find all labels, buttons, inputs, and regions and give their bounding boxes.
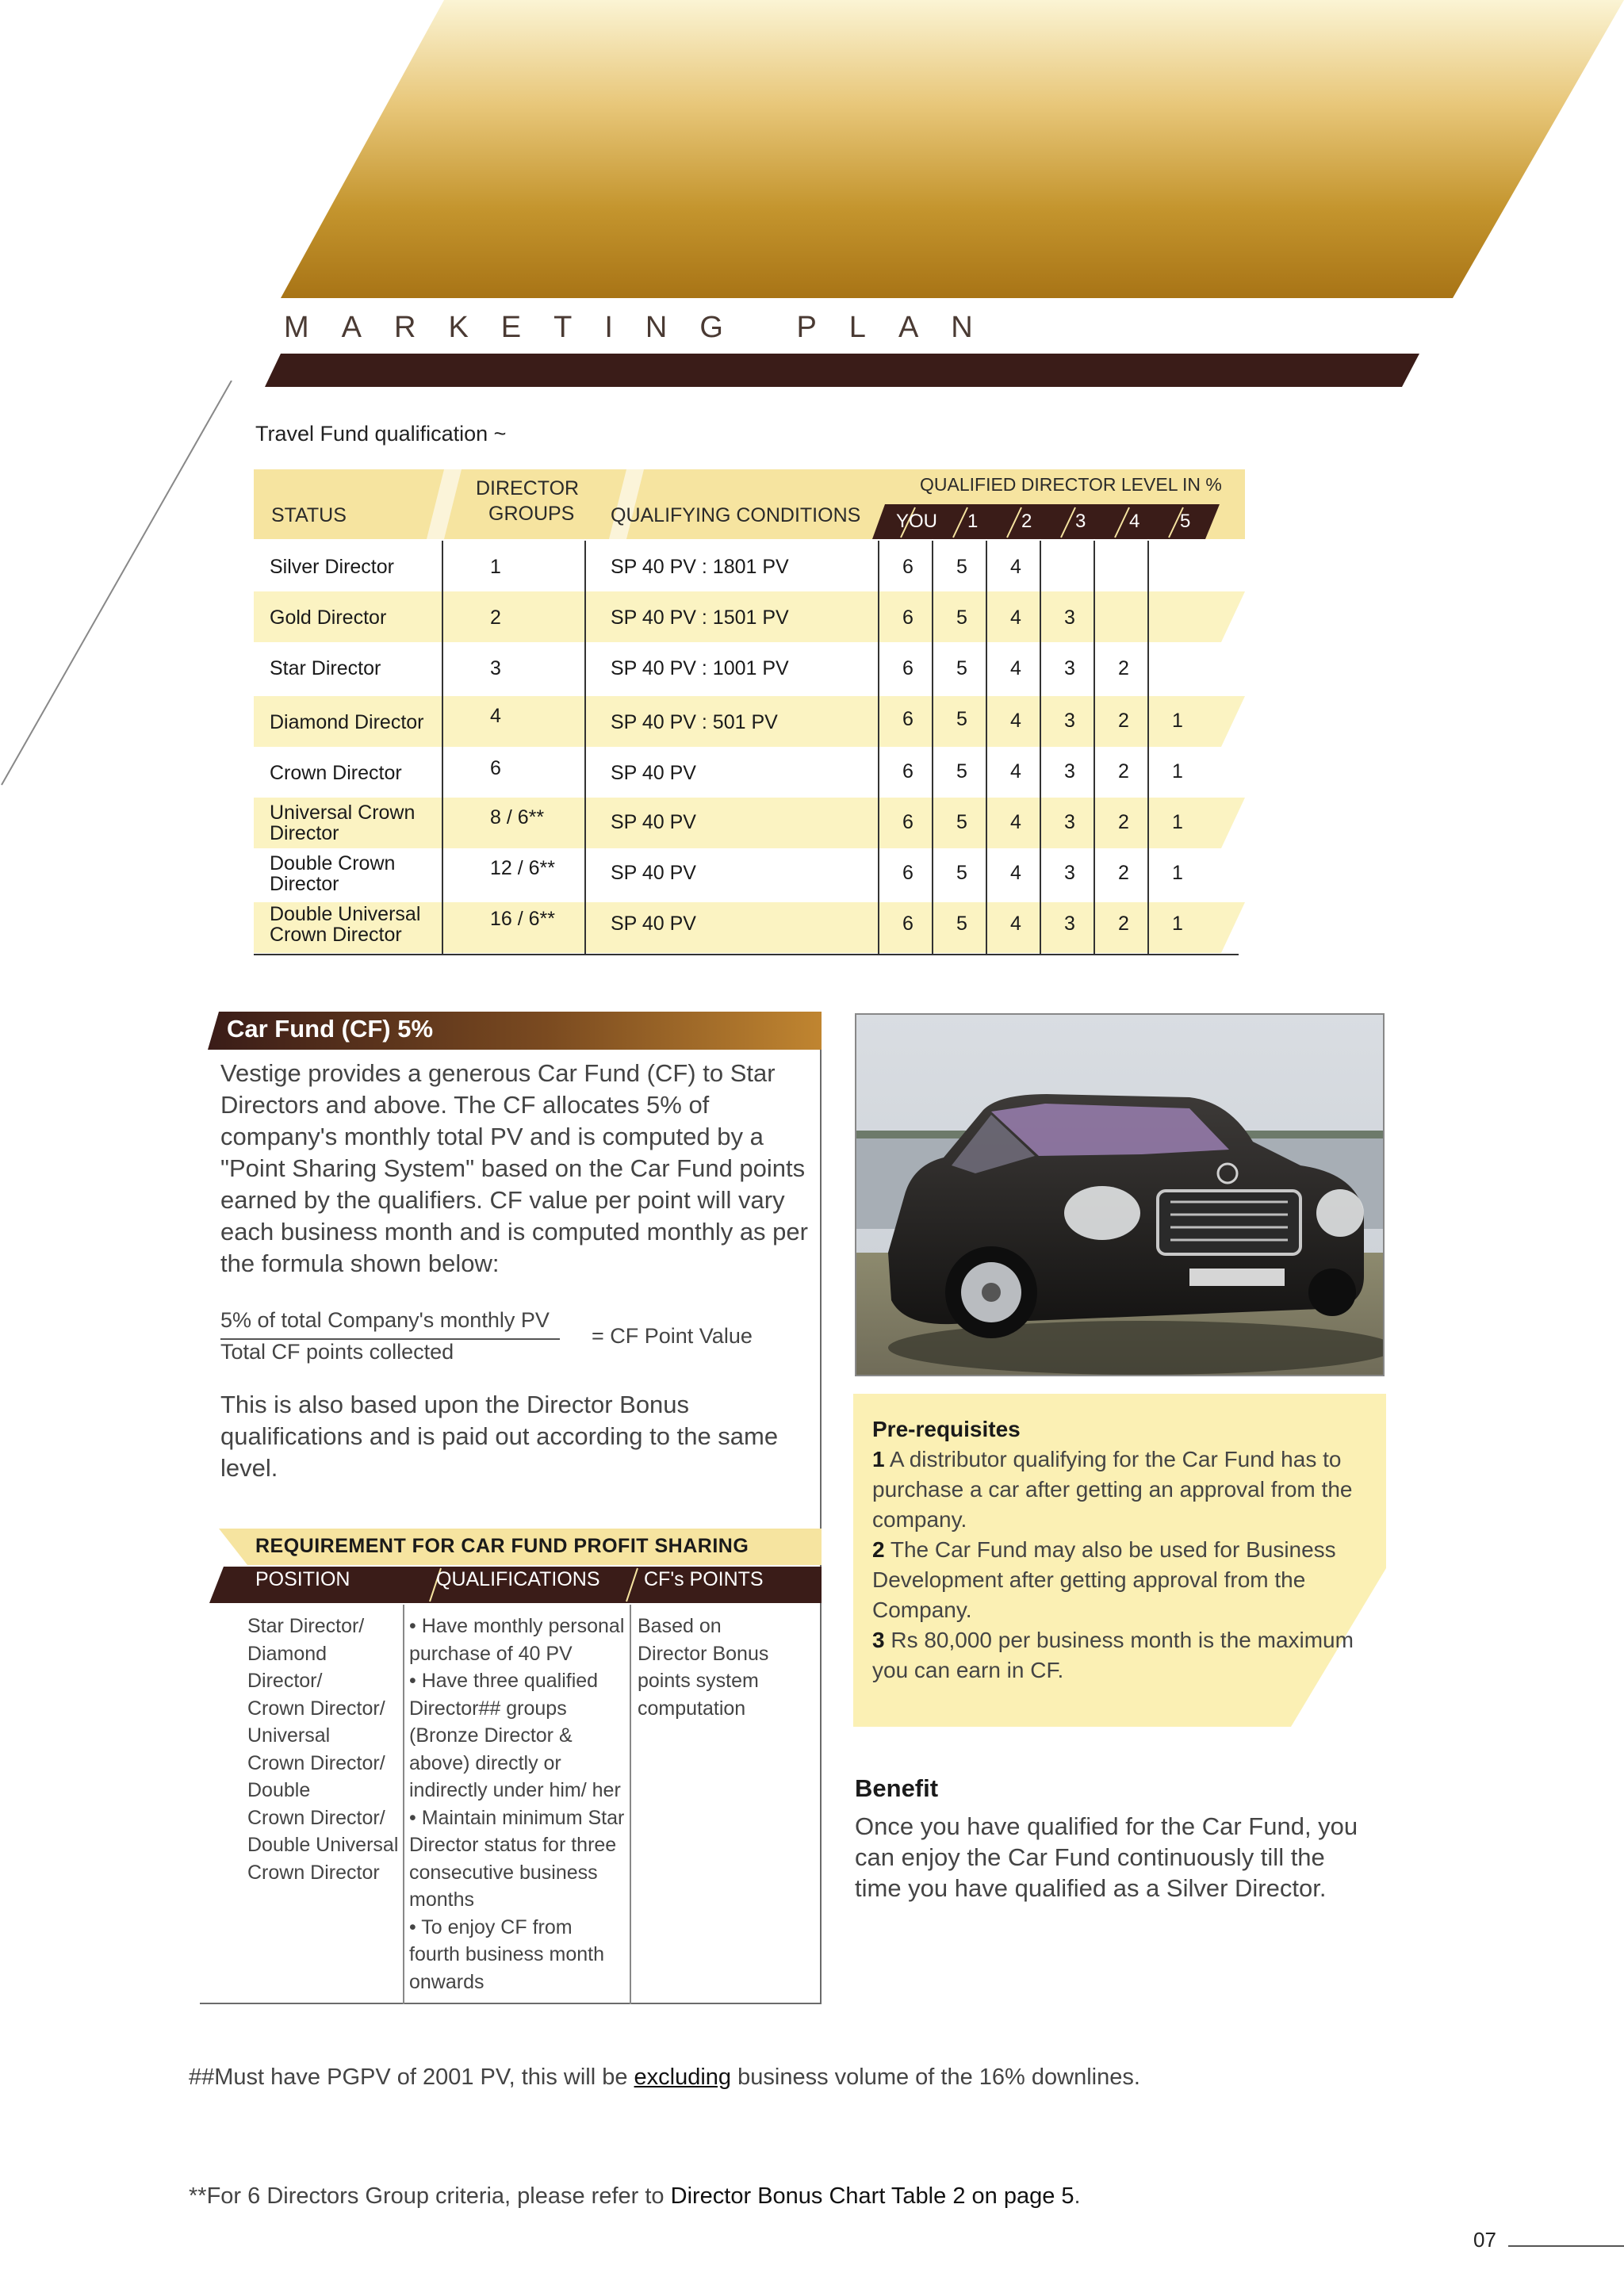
- decorative-diagonal-line: [0, 381, 238, 793]
- row-level-you: 6: [902, 607, 914, 629]
- table-row: [254, 901, 1245, 951]
- page-number-rule: [1508, 2245, 1624, 2247]
- req-position-line: Diamond: [247, 1642, 327, 1665]
- car-fund-title: Car Fund (CF) 5%: [227, 1015, 434, 1043]
- row-level-3: 3: [1064, 710, 1075, 732]
- req-qualification-line: • Maintain minimum Star: [409, 1806, 625, 1829]
- row-status-line2: Director: [270, 822, 339, 844]
- req-position-line: Universal: [247, 1724, 331, 1747]
- col-header-conditions: QUALIFYING CONDITIONS: [611, 504, 861, 526]
- row-level-1: 5: [956, 607, 967, 629]
- req-qualification-line: (Bronze Director &: [409, 1724, 573, 1747]
- prerequisite-item: [872, 1625, 1364, 1686]
- row-groups: 6: [490, 757, 501, 779]
- req-points-line: Based on: [638, 1615, 722, 1637]
- prerequisite-text: Rs 80,000 per business month is the maximum you can earn in CF.: [872, 1628, 1354, 1682]
- table-row: [254, 596, 1245, 647]
- travel-fund-caption: Travel Fund qualification ~: [255, 422, 507, 446]
- row-status: Crown Director: [270, 762, 402, 784]
- footnote-reference: Director Bonus Chart Table 2 on page 5: [670, 2183, 1074, 2209]
- row-level-4: 2: [1118, 760, 1129, 783]
- row-level-5: 1: [1172, 710, 1183, 732]
- req-header-position: POSITION: [255, 1568, 350, 1590]
- formula-result: = CF Point Value: [592, 1324, 753, 1348]
- car-fund-description: Vestige provides a generous Car Fund (CF) to Star Directors and above. The CF allocates 5% of company's monthly total PV and is computed by a "Point Sharing System" based on the Car Fund points earned by the qualifiers. CF value per point will vary each business month and is computed monthly as per the formula shown below:: [220, 1059, 808, 1277]
- req-points-line: points system: [638, 1670, 759, 1692]
- prerequisite-number: 1: [872, 1447, 885, 1471]
- row-status: Double Crown: [270, 852, 396, 874]
- req-qualifications-column: [409, 1613, 624, 1996]
- row-condition: SP 40 PV : 1001 PV: [611, 657, 789, 679]
- row-level-3: 3: [1064, 811, 1075, 833]
- req-position-line: Crown Director/: [247, 1806, 385, 1829]
- row-level-1: 5: [956, 556, 967, 578]
- benefit-title: Benefit: [855, 1774, 939, 1802]
- req-qualification-line: months: [409, 1888, 474, 1911]
- req-header-qualifications: QUALIFICATIONS: [436, 1568, 600, 1590]
- footnote-emphasis: excluding: [634, 2064, 732, 2090]
- row-level-2: 4: [1010, 811, 1021, 833]
- row-groups: 2: [490, 607, 501, 629]
- row-level-4: 2: [1118, 862, 1129, 884]
- req-header-points: CF's POINTS: [644, 1568, 764, 1590]
- row-level-1: 5: [956, 708, 967, 730]
- row-groups: 3: [490, 657, 501, 679]
- req-position-line: Double: [247, 1779, 311, 1801]
- row-level-1: 5: [956, 657, 967, 679]
- prerequisites-block: [872, 1414, 1364, 1686]
- benefit-text: Once you have qualified for the Car Fund, you can enjoy the Car Fund continuously till the time you have qualified as a Silver Director.: [855, 1812, 1358, 1902]
- row-level-3: 3: [1064, 760, 1075, 783]
- req-position-line: Director/: [247, 1670, 323, 1692]
- level-header-you: YOU: [896, 511, 938, 532]
- row-level-3: 3: [1064, 657, 1075, 679]
- formula-numerator: 5% of total Company's monthly PV: [220, 1308, 550, 1332]
- row-level-2: 4: [1010, 607, 1021, 629]
- req-qualification-line: above) directly or: [409, 1751, 561, 1774]
- row-condition: SP 40 PV: [611, 862, 696, 884]
- row-level-1: 5: [956, 811, 967, 833]
- level-header-3: 3: [1075, 511, 1086, 532]
- row-level-2: 4: [1010, 862, 1021, 884]
- row-status: Gold Director: [270, 607, 387, 629]
- req-qualification-line: • Have monthly personal: [409, 1615, 625, 1637]
- row-level-2: 4: [1010, 710, 1021, 732]
- row-status: Double Universal: [270, 903, 421, 925]
- row-level-you: 6: [902, 657, 914, 679]
- table-row: [254, 545, 1245, 596]
- page-number: 07: [1473, 2228, 1496, 2252]
- footnote-pgpv: [189, 2064, 1140, 2091]
- row-groups: 4: [490, 705, 501, 727]
- page-title: MARKETING PLAN: [284, 311, 1005, 344]
- row-level-3: 3: [1064, 862, 1075, 884]
- row-condition: SP 40 PV : 501 PV: [611, 711, 778, 733]
- prerequisite-text: A distributor qualifying for the Car Fund has to purchase a car after getting an approval from the company.: [872, 1447, 1353, 1532]
- row-status-line2: Director: [270, 873, 339, 895]
- row-level-4: 2: [1118, 913, 1129, 935]
- req-qualification-line: Director## groups: [409, 1697, 567, 1720]
- level-header-1: 1: [967, 511, 979, 532]
- row-level-3: 3: [1064, 607, 1075, 629]
- row-groups: 8 / 6**: [490, 806, 545, 828]
- req-points-line: computation: [638, 1697, 746, 1720]
- prerequisite-number: 2: [872, 1537, 885, 1562]
- req-points-column: [638, 1613, 768, 1722]
- row-groups: 16 / 6**: [490, 908, 556, 930]
- footnote-text: .: [1074, 2183, 1081, 2209]
- row-level-you: 6: [902, 811, 914, 833]
- row-level-2: 4: [1010, 913, 1021, 935]
- table-row: [254, 799, 1245, 850]
- row-condition: SP 40 PV: [611, 913, 696, 935]
- row-level-4: 2: [1118, 657, 1129, 679]
- row-level-5: 1: [1172, 913, 1183, 935]
- row-level-4: 2: [1118, 811, 1129, 833]
- req-position-line: Crown Director/: [247, 1751, 385, 1774]
- req-points-line: Director Bonus: [638, 1642, 769, 1665]
- car-photo: [855, 1013, 1385, 1376]
- req-qualification-line: consecutive business: [409, 1861, 598, 1884]
- col-header-director-1: DIRECTOR: [476, 477, 580, 499]
- row-level-you: 6: [902, 862, 914, 884]
- car-illustration: [856, 1015, 1385, 1376]
- row-level-2: 4: [1010, 760, 1021, 783]
- row-status: Diamond Director: [270, 711, 424, 733]
- row-level-2: 4: [1010, 556, 1021, 578]
- car-fund-note: This is also based upon the Director Bonus qualifications and is paid out according to the same level.: [220, 1391, 779, 1482]
- footnote-text: ##Must have PGPV of 2001 PV, this will be: [189, 2064, 634, 2090]
- row-level-5: 1: [1172, 760, 1183, 783]
- row-condition: SP 40 PV : 1801 PV: [611, 556, 789, 578]
- req-position-line: Crown Director/: [247, 1697, 385, 1720]
- row-level-1: 5: [956, 862, 967, 884]
- req-divider: [403, 1605, 404, 2004]
- row-condition: SP 40 PV: [611, 811, 696, 833]
- prerequisite-item: [872, 1445, 1364, 1535]
- table-row: [254, 698, 1245, 748]
- table-row: [254, 748, 1245, 799]
- row-status: Silver Director: [270, 556, 394, 578]
- requirement-title: REQUIREMENT FOR CAR FUND PROFIT SHARING: [255, 1535, 749, 1557]
- row-level-1: 5: [956, 760, 967, 783]
- row-level-1: 5: [956, 913, 967, 935]
- prerequisite-item: [872, 1535, 1364, 1625]
- row-status: Universal Crown: [270, 802, 416, 824]
- req-qualification-line: Director status for three: [409, 1834, 617, 1856]
- req-qualification-line: purchase of 40 PV: [409, 1642, 573, 1665]
- prerequisite-text: The Car Fund may also be used for Business Development after getting approval from the Company.: [872, 1537, 1336, 1622]
- prerequisites-title: Pre-requisites: [872, 1417, 1021, 1441]
- footnote-text: business volume of the 16% downlines.: [731, 2064, 1140, 2090]
- row-level-5: 1: [1172, 862, 1183, 884]
- row-status: Star Director: [270, 657, 381, 679]
- footnote-text: **For 6 Directors Group criteria, please refer to: [189, 2183, 671, 2209]
- req-qualification-line: • Have three qualified: [409, 1670, 599, 1692]
- row-level-you: 6: [902, 913, 914, 935]
- col-header-status: STATUS: [271, 504, 347, 526]
- col-header-director-2: GROUPS: [488, 503, 575, 525]
- prerequisite-number: 3: [872, 1628, 885, 1652]
- req-position-line: Star Director/: [247, 1615, 365, 1637]
- row-groups: 1: [490, 556, 501, 578]
- formula-denominator: Total CF points collected: [220, 1340, 454, 1364]
- col-header-level-title: QUALIFIED DIRECTOR LEVEL IN %: [920, 474, 1222, 495]
- level-header-2: 2: [1021, 511, 1032, 532]
- footnote-director-groups: [189, 2183, 1081, 2210]
- table-row: [254, 850, 1245, 901]
- row-level-2: 4: [1010, 657, 1021, 679]
- level-header-4: 4: [1129, 511, 1140, 532]
- req-position-column: [247, 1613, 398, 1886]
- row-condition: SP 40 PV: [611, 762, 696, 784]
- row-level-5: 1: [1172, 811, 1183, 833]
- row-level-4: 2: [1118, 710, 1129, 732]
- table-row: [254, 647, 1245, 698]
- row-level-you: 6: [902, 708, 914, 730]
- row-level-you: 6: [902, 556, 914, 578]
- row-condition: SP 40 PV : 1501 PV: [611, 607, 789, 629]
- req-position-line: Crown Director: [247, 1861, 380, 1884]
- row-groups: 12 / 6**: [490, 857, 556, 879]
- req-qualification-line: indirectly under him/ her: [409, 1779, 621, 1801]
- req-divider: [630, 1605, 631, 2004]
- row-level-3: 3: [1064, 913, 1075, 935]
- row-level-you: 6: [902, 760, 914, 783]
- level-header-5: 5: [1180, 511, 1191, 532]
- req-qualification-line: • To enjoy CF from: [409, 1915, 573, 1938]
- req-qualification-line: fourth business month: [409, 1943, 604, 1965]
- req-position-line: Double Universal: [247, 1834, 399, 1856]
- row-status-line2: Crown Director: [270, 924, 402, 946]
- req-qualification-line: onwards: [409, 1970, 485, 1993]
